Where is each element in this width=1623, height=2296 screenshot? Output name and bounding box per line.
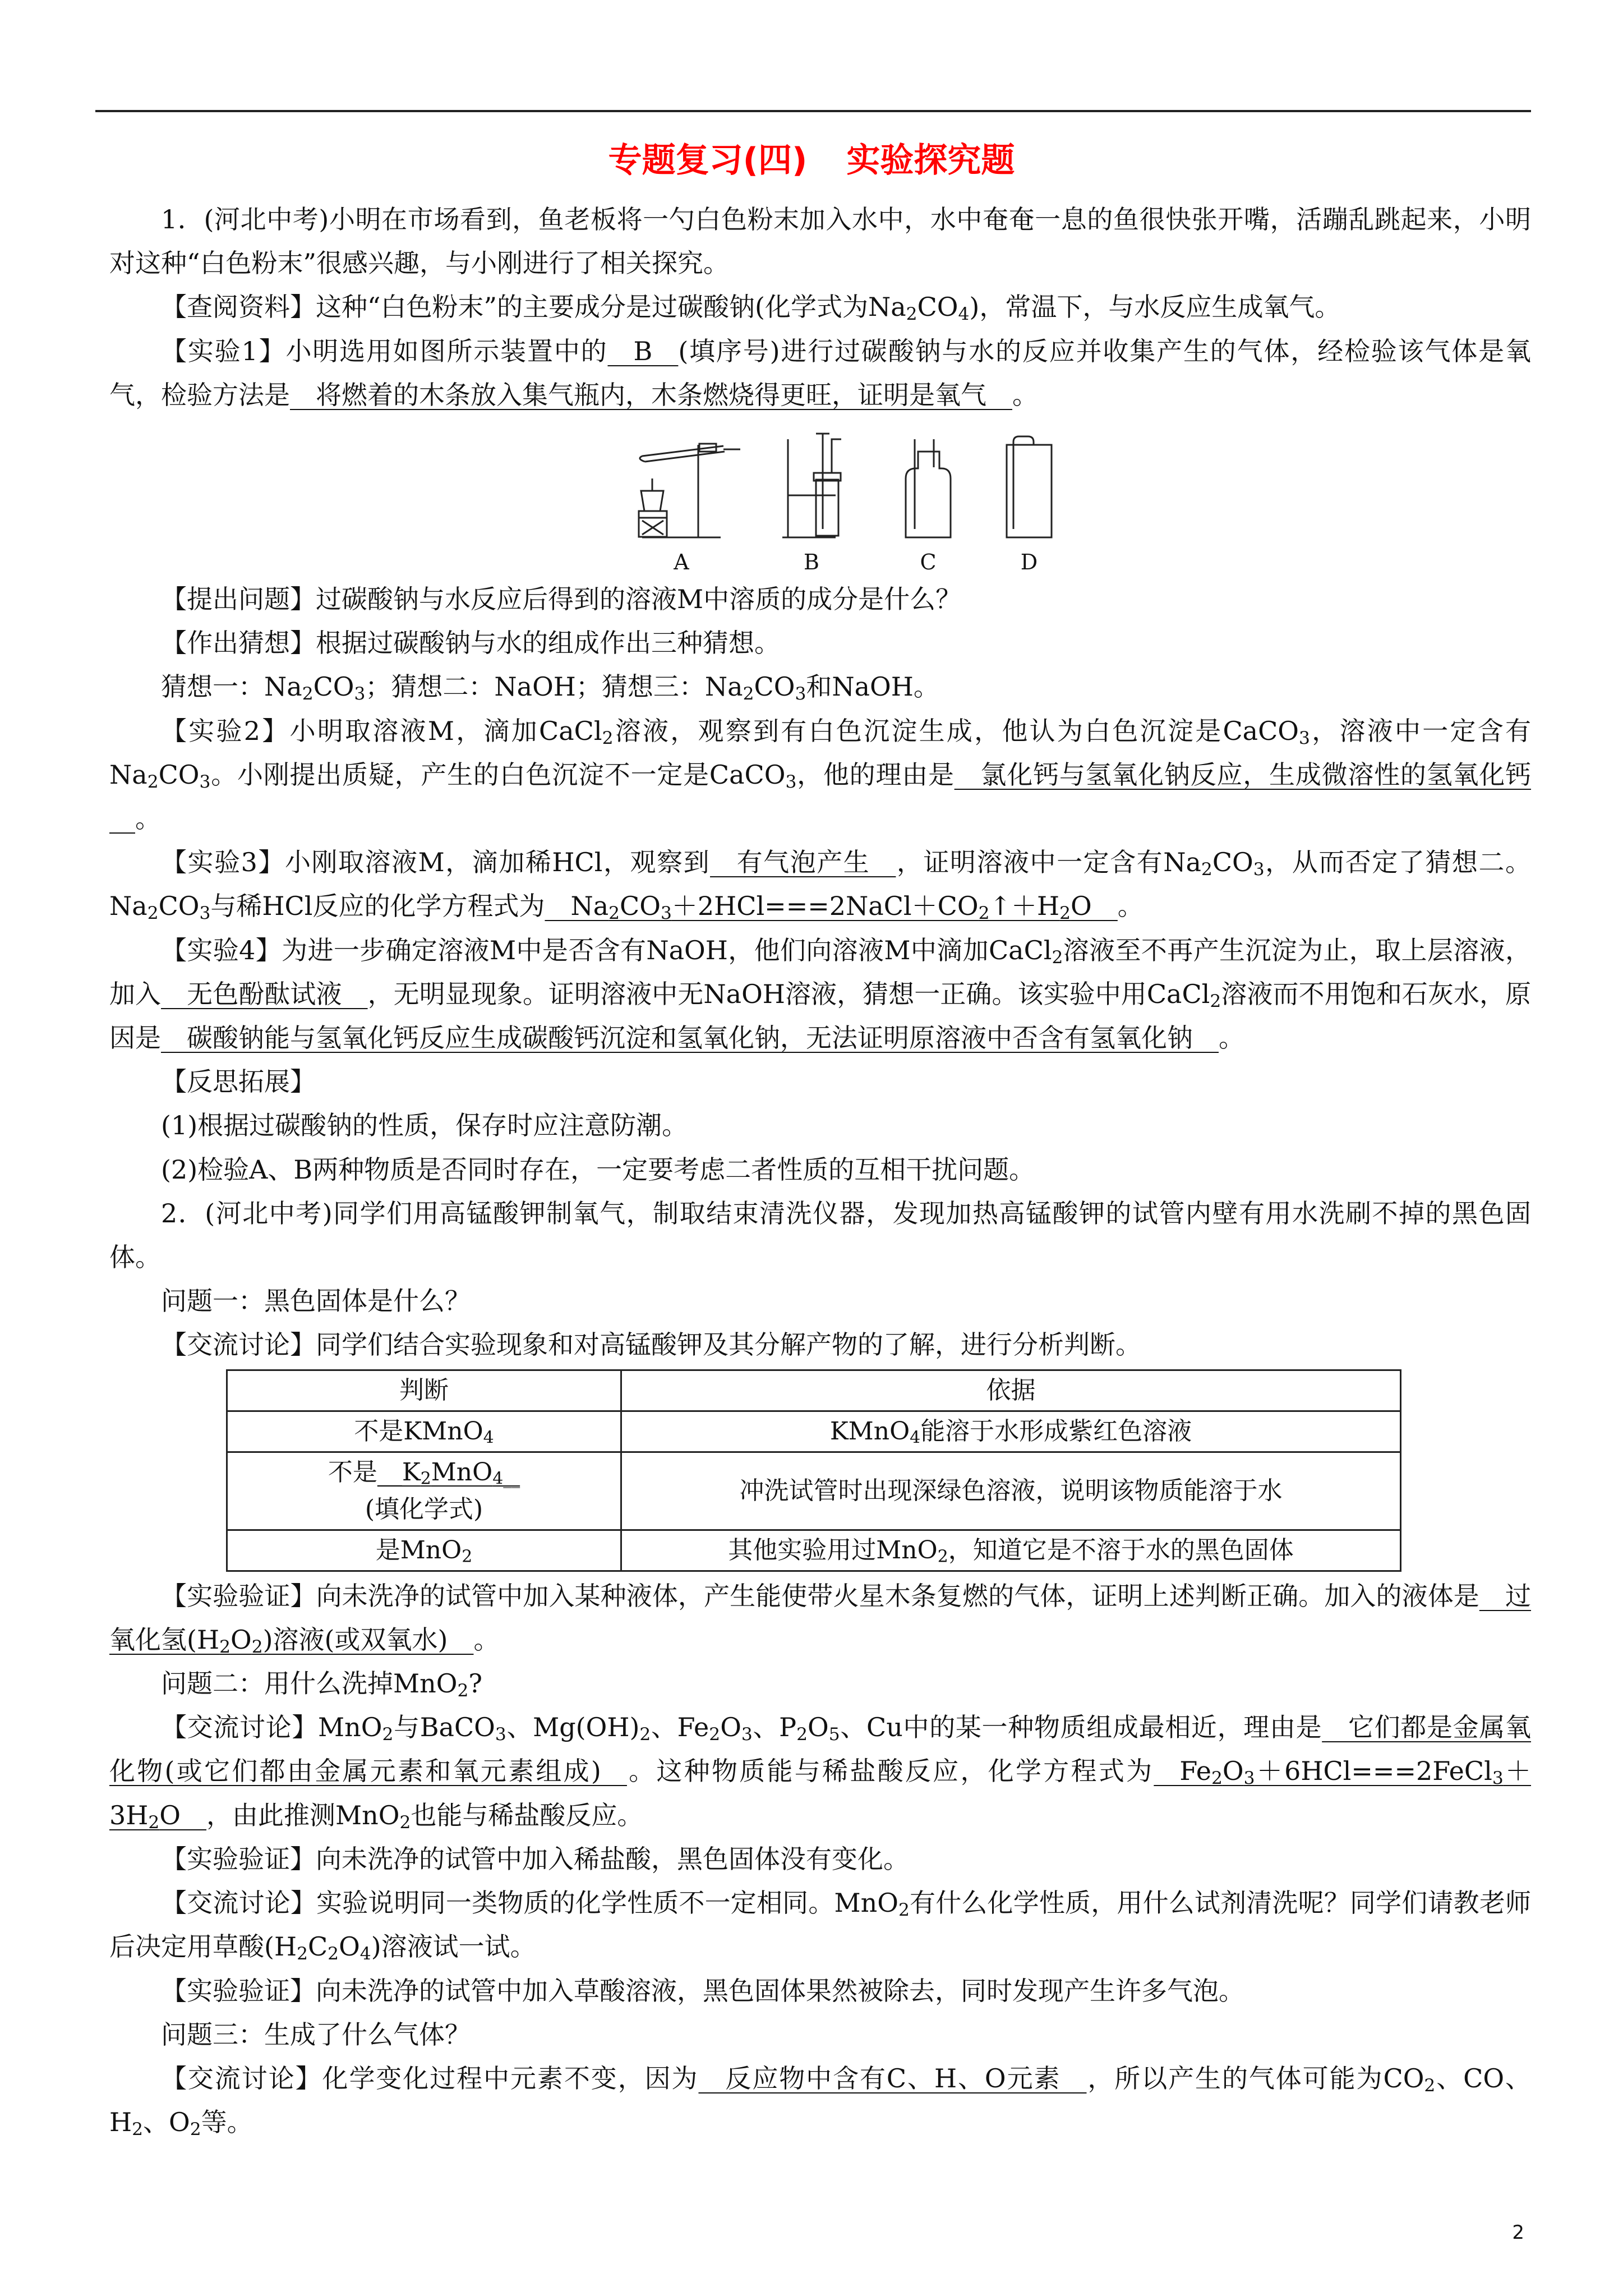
apparatus-drawing [614,417,1152,577]
answer-blank: __过氧化氢$(H_2O_2)$溶液(或双氧水)__ [109,1580,1532,1657]
answer-blank: $\_\_K_2MnO_{4\_\_}$ [377,1457,520,1489]
q1-experiment-4: 【实验4】为进一步确定溶液M中是否含有NaOH，他们向溶液M中滴加CaCl$_2$溶液至不再产生沉淀为止，取上层溶液，加入__无色酚酞试液__，无明显现象。证明溶液中无NaOH溶液，猜想一正确。该实验中用CaCl$_2$溶液而不用饱和石灰水，原因是__碳酸钠能与氢氧化钙反应生成碳酸钙沉淀和氢氧化钠，无法证明原溶液中否含有氢氧化钠__。 [109,935,1532,1053]
answer-blank: __反应物中含有C、H、O元素__ [698,2063,1087,2093]
table-header-cell: 判断 [227,1370,621,1411]
figure-label-b: B [804,550,819,575]
q1-experiment-3: 【实验3】小刚取溶液M，滴加稀HCl，观察到__有气泡产生__，证明溶液中一定含有$Na_2CO_3$，从而否定了猜想二。$Na_2CO_3$与稀HCl反应的化学方程式为$\_\_Na_2CO_3+2HCl===2NaCl+CO_2↑+H_2O\_\_$。 [109,847,1531,924]
table-row [227,1411,1401,1452]
q2-verify-2: 【实验验证】向未洗净的试管中加入稀盐酸，黑色固体没有变化。 [161,1843,909,1874]
header-rule [95,110,1531,112]
answer-equation: $\_\_Na_2CO_3+2HCl===2NaCl+CO_2↑+H_2O\_\_$ [545,891,1118,924]
table-cell: 不是KMnO$_4$ [227,1411,621,1452]
apparatus-c [906,439,951,537]
q1-experiment-1: 【实验1】小明选用如图所示装置中的__B__(填序号)进行过碳酸钠与水的反应并收集产生的气体，经检验该气体是氧气，检验方法是__将燃着的木条放入集气瓶内，木条燃烧得更旺，证明是氧气__。 [109,335,1531,410]
q2-discussion-4: 【交流讨论】化学变化过程中元素不变，因为__反应物中含有C、H、O元素__，所以产生的气体可能为$CO_2$、CO、$H_2$、$O_2$等。 [109,2063,1531,2139]
q2-verify-1: 【实验验证】向未洗净的试管中加入某种液体，产生能使带火星木条复燃的气体，证明上述判断正确。加入的液体是__过氧化氢$(H_2O_2)$溶液(或双氧水)__。 [109,1580,1532,1657]
apparatus-d [1007,436,1052,537]
q1-reflect-2: (2)检验A、B两种物质是否同时存在，一定要考虑二者性质的互相干扰问题。 [161,1154,1035,1185]
answer-blank: __有气泡产生__ [710,847,896,878]
table-header-row [227,1370,1401,1411]
table-header-cell: 依据 [621,1370,1401,1411]
q1-experiment-2: 【实验2】小明取溶液M，滴加CaCl$_2$溶液，观察到有白色沉淀生成，他认为白色沉淀是CaCO$_3$，溶液中一定含有$Na_2CO_3$。小刚提出质疑，产生的白色沉淀不一定是CaCO$_3$，他的理由是__氯化钙与氢氧化钠反应，生成微溶性的氢氧化钙__。 [109,715,1532,834]
q1-reflect-1: (1)根据过碳酸钠的性质，保存时应注意防潮。 [161,1110,688,1141]
q2-discussion-2: 【交流讨论】MnO$_2$与BaCO$_3$、$Mg(OH)_2$、$Fe_2O_3$、$P_2O_5$、Cu中的某一种物质组成最相近，理由是__它们都是金属氧化物(或它们都由金属元素和氧元素组成)__。这种物质能与稀盐酸反应，化学方程式为$\_\_Fe_2O_3+6HCl===2FeCl_3+3H_2O\_\_$，由此推测MnO$_2$也能与稀盐酸反应。 [109,1712,1532,1833]
answer-equation: $\_\_Fe_2O_3+6HCl===2FeCl_3+3H_2O\_\_$ [109,1756,1532,1833]
table-cell: 不是$\_\_K_2MnO_{4\_\_}$ (填化学式) [227,1452,621,1530]
figure-label-a: A [674,550,689,575]
q2-discussion-3: 【交流讨论】实验说明同一类物质的化学性质不一定相同。MnO$_2$有什么化学性质，用什么试剂清洗呢？同学们请教老师后决定用草酸$(H_2C_2O_4)$溶液试一试。 [109,1888,1531,1964]
apparatus-b [782,434,841,537]
q2-problem-1: 问题一：黑色固体是什么？ [161,1286,471,1317]
q1-guess: 【作出猜想】根据过碳酸钠与水的组成作出三种猜想。 [161,628,780,659]
q1-guess-line: 猜想一：$Na_2CO_3$；猜想二：NaOH；猜想三：$Na_2CO_3$和NaOH。 [161,671,939,705]
answer-blank: __将燃着的木条放入集气瓶内，木条燃烧得更旺，证明是氧气__ [290,379,1012,410]
answer-blank: __它们都是金属氧化物(或它们都由金属元素和氧元素组成)__ [109,1712,1532,1787]
table-cell: 冲洗试管时出现深绿色溶液，说明该物质能溶于水 [621,1452,1401,1530]
page-title [0,134,1623,182]
table-cell: 其他实验用过MnO$_2$，知道它是不溶于水的黑色固体 [621,1530,1401,1571]
figure-label-c: C [920,550,937,575]
q1-reflect-heading: 【反思拓展】 [161,1066,316,1097]
q1-reference: 【查阅资料】这种“白色粉末”的主要成分是过碳酸钠(化学式为$Na_2CO_4$)，常温下，与水反应生成氧气。 [161,292,1341,325]
page-number: 2 [1512,2221,1524,2244]
q2-verify-3: 【实验验证】向未洗净的试管中加入草酸溶液，黑色固体果然被除去，同时发现产生许多气泡。 [161,1975,1244,2006]
apparatus-figure [109,417,1531,577]
table-row [227,1530,1401,1571]
q1-question: 【提出问题】过碳酸钠与水反应后得到的溶液M中溶质的成分是什么？ [161,584,962,615]
table-cell: 是MnO$_2$ [227,1530,621,1571]
figure-label-d: D [1020,550,1038,575]
answer-blank: __碳酸钠能与氢氧化钙反应生成碳酸钙沉淀和氢氧化钠，无法证明原溶液中否含有氢氧化钠__ [161,1023,1219,1053]
q2-intro: 2．(河北中考)同学们用高锰酸钾制氧气，制取结束清洗仪器，发现加热高锰酸钾的试管内壁有用水洗刷不掉的黑色固体。 [109,1198,1531,1273]
table-cell: KMnO$_4$能溶于水形成紫红色溶液 [621,1411,1401,1452]
title-part2: 实验探究题 [846,141,1015,180]
apparatus-a [639,444,740,537]
title-part1: 专题复习(四) [608,141,808,180]
answer-blank: __B__ [607,335,679,366]
table-row [227,1452,1401,1530]
judgement-table [226,1369,1401,1572]
q2-problem-2: 问题二：用什么洗掉MnO$_2$? [161,1668,483,1701]
document-body [109,197,1531,2144]
answer-blank: __氯化钙与氢氧化钠反应，生成微溶性的氢氧化钙__ [109,759,1532,834]
q2-problem-3: 问题三：生成了什么气体？ [161,2019,471,2050]
answer-blank: __无色酚酞试液__ [161,978,368,1009]
q2-discussion-1: 【交流讨论】同学们结合实验现象和对高锰酸钾及其分解产物的了解，进行分析判断。 [161,1329,1141,1360]
q1-intro: 1．(河北中考)小明在市场看到，鱼老板将一勺白色粉末加入水中，水中奄奄一息的鱼很快张开嘴，活蹦乱跳起来，小明对这种“白色粉末”很感兴趣，与小刚进行了相关探究。 [109,204,1531,279]
